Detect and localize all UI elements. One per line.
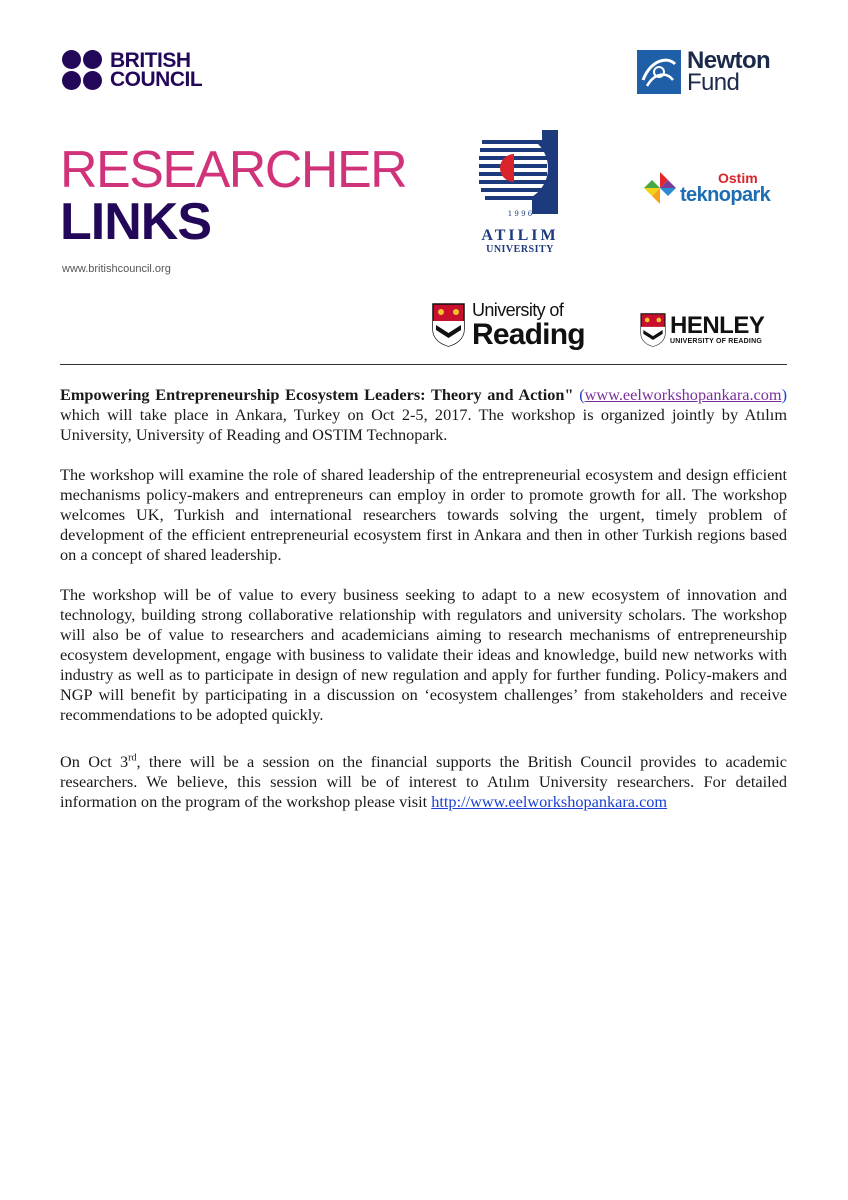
henley-logo: [640, 313, 764, 347]
session-text: , there will be a session on the financial supports the British Council provides to academic researchers. We believe, this session will be of interest to Atılım University researchers. For detailed information on the program of the workshop please visit: [60, 752, 787, 811]
newton-fund-icon: [637, 50, 681, 94]
atilim-university-logo: [474, 126, 566, 255]
document-body: [60, 385, 787, 832]
ostim-pinwheel-icon: [642, 170, 678, 206]
british-council-logo: [62, 50, 202, 90]
henley-crest-icon: [640, 313, 666, 347]
workshop-link[interactable]: www.eelworkshopankara.com: [584, 385, 782, 404]
session-date-suffix: rd: [128, 752, 137, 764]
ostim-teknopark-logo: [642, 170, 770, 206]
ostim-line1: Ostim: [718, 170, 758, 186]
workshop-title: Empowering Entrepreneurship Ecosystem Leaders: Theory and Action": [60, 385, 574, 404]
british-council-line1: BRITISH: [110, 49, 191, 72]
atilim-name: ATILIM: [481, 227, 559, 244]
reading-line2: Reading: [472, 318, 585, 351]
paragraph-session: [60, 752, 787, 812]
ostim-line2: teknopark: [680, 184, 771, 206]
british-council-line2: COUNCIL: [110, 68, 203, 91]
reading-line1: University of: [472, 300, 564, 320]
newton-fund-logo: [637, 47, 771, 96]
session-date: On Oct 3: [60, 752, 129, 771]
svg-text:1 9 9 6: 1 9 9 6: [507, 210, 533, 218]
intro-text: which will take place in Ankara, Turkey on Oct 2-5, 2017. The workshop is organized jointly by Atılım University, University of Reading and OSTIM Technopark.: [60, 405, 787, 444]
paragraph-value: The workshop will be of value to every business seeking to adapt to a new ecosystem of innovation and technology, building strong collaborative relationship with regulators and university scholars. The workshop will also be of value to researchers and academicians aiming to research mechanisms of entrepreneurship ecosystem development, engage with business to validate their ideas and knowledge, build new networks with industry as well as to participate in design of new regulation and apply for further funding. Policy-makers and NGP will benefit by participating in a discussion on ‘ecosystem challenges’ from stakeholders and receive recommendations to be adopted quickly.: [60, 585, 787, 724]
henley-line2: UNIVERSITY OF READING: [670, 338, 762, 345]
university-of-reading-logo: [432, 300, 585, 350]
newton-fund-line1: Newton: [687, 47, 771, 74]
reading-crest-icon: [432, 303, 465, 347]
paragraph-examine: The workshop will examine the role of shared leadership of the entrepreneurial ecosystem and design efficient mechanisms policy-makers and entrepreneurs can employ in order to promote growth for all. The workshop welcomes UK, Turkish and international researchers towards solving the urgent, timely problem of development of the efficient entrepreneurial ecosystem first in Ankara and then in other Turkish regions based on a concept of shared leadership.: [60, 465, 787, 564]
henley-line1: HENLEY: [670, 312, 765, 339]
british-council-url: www.britishcouncil.org: [62, 263, 171, 275]
paragraph-intro: [60, 385, 787, 445]
researcher-links-line2: LINKS: [60, 193, 211, 251]
atilim-emblem-icon: [474, 126, 566, 218]
header-divider: [60, 364, 787, 365]
researcher-links-line1: RESEARCHER: [60, 141, 407, 199]
atilim-sub: UNIVERSITY: [486, 244, 554, 255]
close-paren: ): [781, 385, 787, 404]
open-paren: (: [579, 385, 585, 404]
newton-fund-line2: Fund: [687, 69, 740, 96]
british-council-dots-icon: [62, 50, 102, 90]
researcher-links-logo: [60, 141, 407, 251]
workshop-url-link[interactable]: http://www.eelworkshopankara.com: [431, 792, 668, 811]
